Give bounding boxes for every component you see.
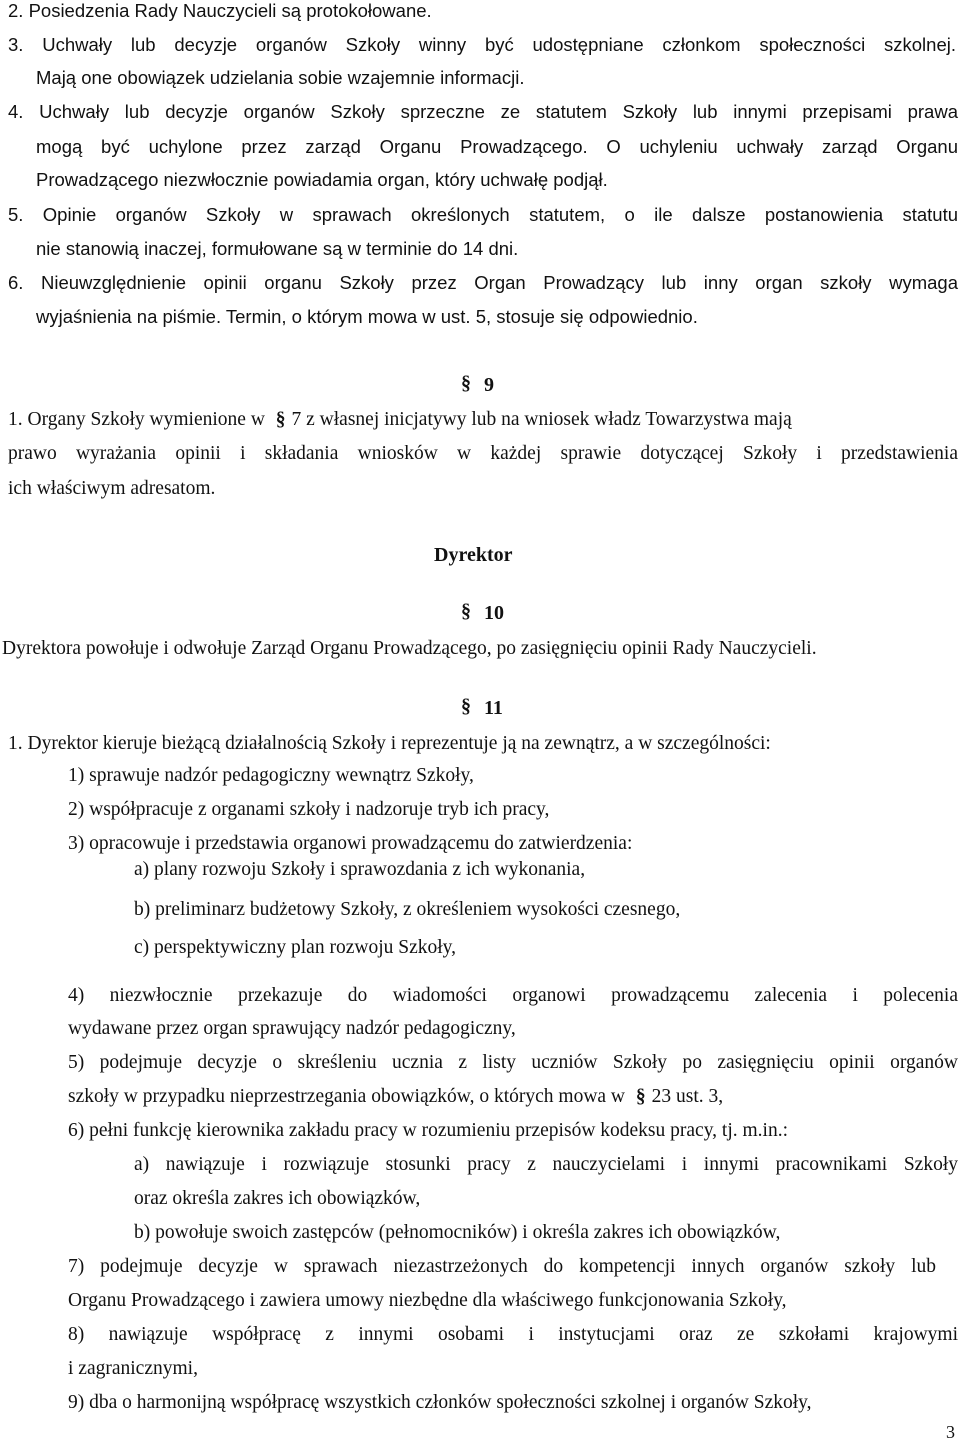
point-3: 3) opracowuje i przedstawia organowi prowadzącemu do zatwierdzenia: — [68, 833, 633, 854]
point-4-line-1: 4) niezwłocznie przekazuje do wiadomości organowi prowadzącemu zalecenia i polecenia — [68, 985, 958, 1006]
page-number: 3 — [946, 1422, 955, 1442]
point-3c: c) perspektywiczny plan rozwoju Szkoły, — [134, 937, 457, 958]
section-9-line-1-text: 1. Organy Szkoły wymienione w — [8, 409, 265, 430]
point-6a-line-1: a) nawiązuje i rozwiązuje stosunki pracy z nauczycielami i innymi pracownikami Szkoły — [134, 1154, 958, 1175]
item-2: 2. Posiedzenia Rady Nauczycieli są protokołowane. — [8, 0, 432, 21]
section-sign-icon: § — [635, 1086, 646, 1107]
point-9: 9) dba o harmonijną współpracę wszystkich członków społeczności szkolnej i organów Szkoły, — [68, 1392, 812, 1413]
item-6-line-1: 6. Nieuwzględnienie opinii organu Szkoły przez Organ Prowadzący lub inny organ szkoły wymaga — [8, 272, 958, 293]
section-sign-icon — [458, 695, 474, 721]
section-11-number: 11 — [484, 697, 503, 719]
chapter-heading-dyrektor: Dyrektor — [434, 544, 513, 566]
section-sign-icon — [458, 600, 474, 626]
point-8-line-1: 8) nawiązuje współpracę z innymi osobami i instytucjami oraz ze szkołami krajowymi — [68, 1324, 958, 1345]
section-9-number: 9 — [484, 374, 494, 396]
point-7-line-2: Organu Prowadzącego i zawiera umowy niezbędne dla właściwego funkcjonowania Szkoły, — [68, 1290, 787, 1311]
svg-text:§: § — [461, 600, 471, 622]
section-9-heading — [458, 372, 494, 398]
section-10-line-1: Dyrektora powołuje i odwołuje Zarząd Organu Prowadzącego, po zasięgnięciu opinii Rady Nauczycieli. — [2, 638, 817, 659]
point-4-line-2: wydawane przez organ sprawujący nadzór pedagogiczny, — [68, 1018, 516, 1039]
item-5-line-2: nie stanowią inaczej, formułowane są w terminie do 14 dni. — [36, 238, 519, 259]
point-6: 6) pełni funkcję kierownika zakładu pracy w rozumieniu przepisów kodeksu pracy, tj. m.in.: — [68, 1120, 789, 1141]
section-9-line-1 — [8, 407, 958, 433]
point-3b: b) preliminarz budżetowy Szkoły, z określeniem wysokości czesnego, — [134, 899, 681, 920]
point-3a: a) plany rozwoju Szkoły i sprawozdania z ich wykonania, — [134, 859, 586, 880]
section-10-heading — [458, 600, 504, 626]
section-11-heading — [458, 695, 503, 721]
point-5-line-2-ref: 23 ust. 3, — [651, 1086, 724, 1107]
item-5-line-1: 5. Opinie organów Szkoły w sprawach określonych statutem, o ile dalsze postanowienia statutu — [8, 204, 958, 225]
point-6b: b) powołuje swoich zastępców (pełnomocników) i określa zakres ich obowiązków, — [134, 1222, 781, 1243]
section-9-line-2: prawo wyrażania opinii i składania wniosków w każdej sprawie dotyczącej Szkoły i przedstawienia — [8, 443, 958, 464]
point-8-line-2: i zagranicznymi, — [68, 1358, 198, 1379]
item-3-line-2: Mają one obowiązek udzielania sobie wzajemnie informacji. — [36, 67, 525, 88]
section-sign-icon: § — [275, 409, 286, 430]
svg-text:§: § — [461, 695, 471, 717]
item-3-line-1: 3. Uchwały lub decyzje organów Szkoły winny być udostępniane członkom społeczności szkolnej. — [8, 34, 956, 55]
item-4-line-2: mogą być uchylone przez zarząd Organu Prowadzącego. O uchyleniu uchwały zarząd Organu — [36, 136, 958, 157]
point-1: 1) sprawuje nadzór pedagogiczny wewnątrz Szkoły, — [68, 765, 474, 786]
section-11-intro: 1. Dyrektor kieruje bieżącą działalnością Szkoły i reprezentuje ją na zewnątrz, a w szczególności: — [8, 733, 771, 754]
svg-text:§: § — [461, 372, 471, 394]
item-6-line-2: wyjaśnienia na piśmie. Termin, o którym mowa w ust. 5, stosuje się odpowiednio. — [36, 306, 698, 327]
section-9-line-3: ich właściwym adresatom. — [8, 478, 216, 499]
point-5-line-1: 5) podejmuje decyzje o skreśleniu ucznia z listy uczniów Szkoły po zasięgnięciu opinii organów — [68, 1052, 958, 1073]
point-7-line-1: 7) podejmuje decyzje w sprawach niezastrzeżonych do kompetencji innych organów szkoły lub — [68, 1256, 936, 1277]
point-2: 2) współpracuje z organami szkoły i nadzoruje tryb ich pracy, — [68, 799, 550, 820]
point-5-line-2-text: szkoły w przypadku nieprzestrzegania obowiązków, o których mowa w — [68, 1086, 626, 1107]
section-sign-icon — [458, 372, 474, 398]
item-4-line-1: 4. Uchwały lub decyzje organów Szkoły sprzeczne ze statutem Szkoły lub innymi przepisami prawa — [8, 101, 958, 122]
item-4-line-3: Prowadzącego niezwłocznie powiadamia organ, który uchwałę podjął. — [36, 169, 608, 190]
point-5-line-2 — [68, 1084, 723, 1110]
section-10-number: 10 — [484, 602, 504, 624]
point-6a-line-2: oraz określa zakres ich obowiązków, — [134, 1188, 421, 1209]
section-9-line-1-ref: 7 z własnej inicjatywy lub na wniosek władz Towarzystwa mają — [291, 409, 792, 430]
